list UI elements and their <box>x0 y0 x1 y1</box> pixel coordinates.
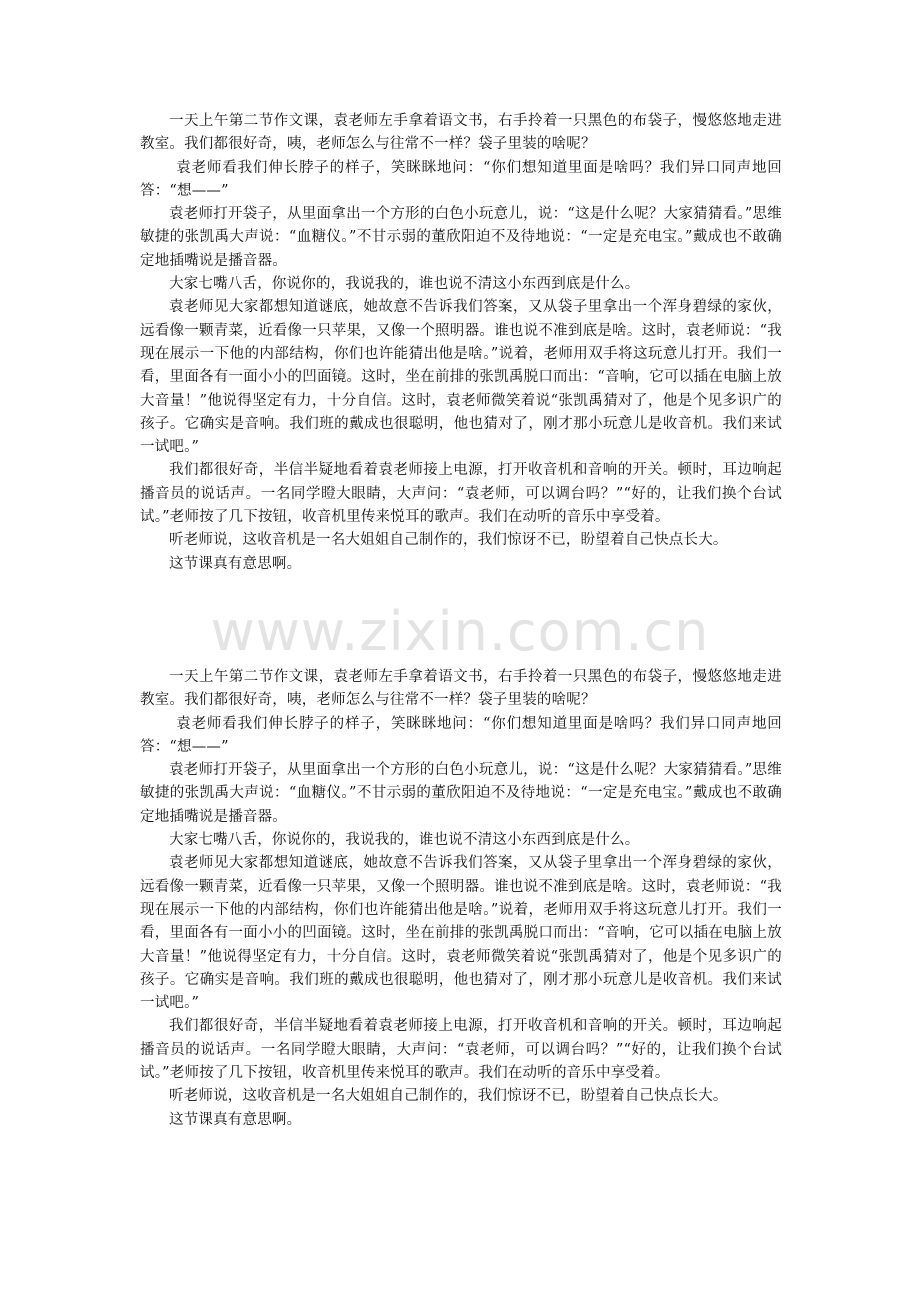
paragraph-1: 一天上午第二节作文课，袁老师左手拿着语文书，右手拎着一只黑色的布袋子，慢悠悠地走进教室。我们都很好奇，咦，老师怎么与往常不一样？袋子里装的啥呢？ <box>140 113 782 153</box>
paragraph-8: 这节课真有意思啊。 <box>169 1111 302 1128</box>
paragraph-2: 袁老师看我们伸长脖子的样子，笑眯眯地问：“你们想知道里面是啥吗？我们异口同声地回答：“想——” <box>140 715 782 755</box>
paragraph-3: 袁老师打开袋子，从里面拿出一个方形的白色小玩意儿，说：“这是什么呢？大家猜猜看。”思维敏捷的张凯禹大声说：“血糖仪。”不甘示弱的董欣阳迫不及待地说：“一定是充电宝。”戴成也不敢确定地插嘴说是播音器。 <box>140 206 782 269</box>
paragraph-7: 听老师说，这收音机是一名大姐姐自己制作的，我们惊讶不已，盼望着自己快点长大。 <box>169 1088 728 1105</box>
watermark: www.zixin.com.cn <box>210 600 710 663</box>
paragraph-3: 袁老师打开袋子，从里面拿出一个方形的白色小玩意儿，说：“这是什么呢？大家猜猜看。”思维敏捷的张凯禹大声说：“血糖仪。”不甘示弱的董欣阳迫不及待地说：“一定是充电宝。”戴成也不敢确定地插嘴说是播音器。 <box>140 762 782 825</box>
document-copy-2 <box>140 666 782 1132</box>
paragraph-5: 袁老师见大家都想知道谜底，她故意不告诉我们答案，又从袋子里拿出一个浑身碧绿的家伙，远看像一颗青菜，近看像一只苹果，又像一个照明器。谁也说不准到底是啥。这时，袁老师说：“我现在展示一下他的内部结构，你们也许能猜出他是啥。”说着，老师用双手将这玩意儿打开。我们一看，里面各有一面小小的凹面镜。这时，坐在前排的张凯禹脱口而出：“音响，它可以插在电脑上放大音量！”他说得坚定有力，十分自信。这时，袁老师微笑着说“张凯禹猜对了，他是个见多识广的孩子。它确实是音响。我们班的戴成也很聪明，他也猜对了，刚才那小玩意儿是收音机。我们来试一试吧。” <box>140 855 782 1012</box>
paragraph-1: 一天上午第二节作文课，袁老师左手拿着语文书，右手拎着一只黑色的布袋子，慢悠悠地走进教室。我们都很好奇，咦，老师怎么与往常不一样？袋子里装的啥呢？ <box>140 669 782 709</box>
document-copy-1 <box>140 110 782 576</box>
paragraph-4: 大家七嘴八舌，你说你的，我说我的，谁也说不清这小东西到底是什么。 <box>169 276 640 293</box>
paragraph-5: 袁老师见大家都想知道谜底，她故意不告诉我们答案，又从袋子里拿出一个浑身碧绿的家伙，远看像一颗青菜，近看像一只苹果，又像一个照明器。谁也说不准到底是啥。这时，袁老师说：“我现在展示一下他的内部结构，你们也许能猜出他是啥。”说着，老师用双手将这玩意儿打开。我们一看，里面各有一面小小的凹面镜。这时，坐在前排的张凯禹脱口而出：“音响，它可以插在电脑上放大音量！”他说得坚定有力，十分自信。这时，袁老师微笑着说“张凯禹猜对了，他是个见多识广的孩子。它确实是音响。我们班的戴成也很聪明，他也猜对了，刚才那小玩意儿是收音机。我们来试一试吧。” <box>140 299 782 456</box>
paragraph-8: 这节课真有意思啊。 <box>169 555 302 572</box>
paragraph-4: 大家七嘴八舌，你说你的，我说我的，谁也说不清这小东西到底是什么。 <box>169 832 640 849</box>
paragraph-7: 听老师说，这收音机是一名大姐姐自己制作的，我们惊讶不已，盼望着自己快点长大。 <box>169 532 728 549</box>
paragraph-6: 我们都很好奇，半信半疑地看着袁老师接上电源，打开收音机和音响的开关。顿时，耳边响起播音员的说话声。一名同学瞪大眼睛，大声问：“袁老师，可以调台吗？”“好的，让我们换个台试试。”老师按了几下按钮，收音机里传来悦耳的歌声。我们在动听的音乐中享受着。 <box>140 462 782 526</box>
paragraph-2: 袁老师看我们伸长脖子的样子，笑眯眯地问：“你们想知道里面是啥吗？我们异口同声地回答：“想——” <box>140 159 782 199</box>
paragraph-6: 我们都很好奇，半信半疑地看着袁老师接上电源，打开收音机和音响的开关。顿时，耳边响起播音员的说话声。一名同学瞪大眼睛，大声问：“袁老师，可以调台吗？”“好的，让我们换个台试试。”老师按了几下按钮，收音机里传来悦耳的歌声。我们在动听的音乐中享受着。 <box>140 1018 782 1082</box>
